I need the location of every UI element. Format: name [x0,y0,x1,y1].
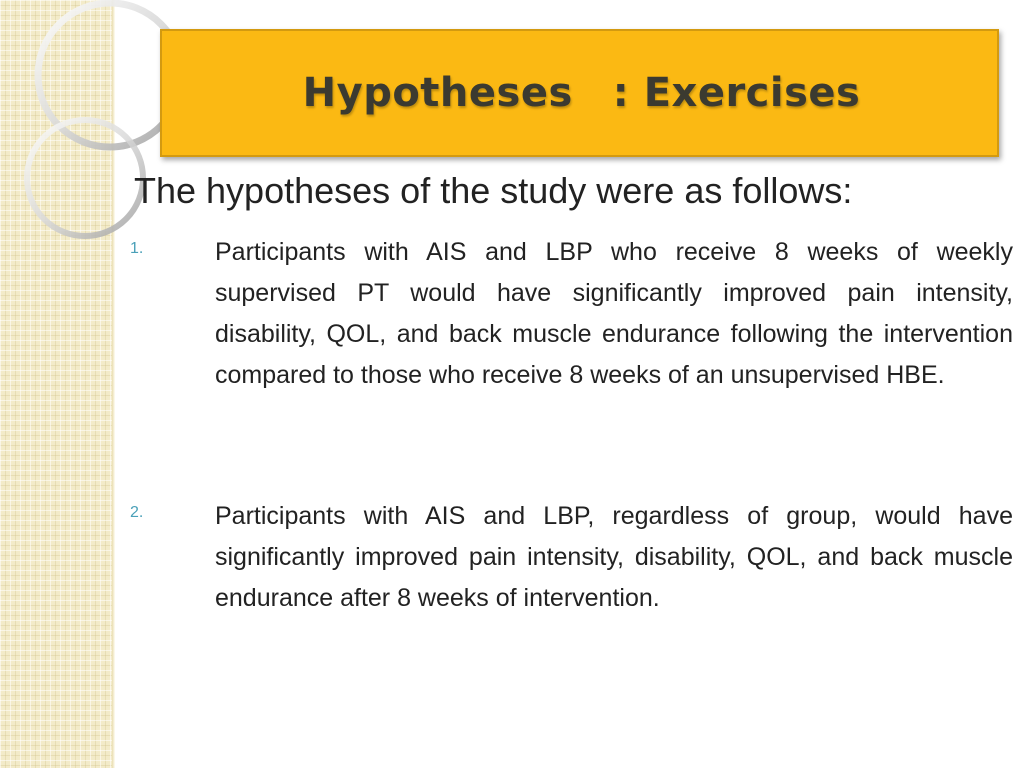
title-part-2: : Exercises [612,70,861,116]
ring-small [27,120,143,236]
list-item-text: Participants with AIS and LBP who receive 8 weeks of weekly supervised PT would have significantly improved pain intensity, disability, QOL, and back muscle endurance following the intervention compared to those who receive 8 weeks of an unsupervised HBE. [215,238,1013,389]
title-banner [160,29,999,157]
list-item-text: Participants with AIS and LBP, regardless of group, would have significantly improved pain intensity, disability, QOL, and back muscle endurance after 8 weeks of intervention. [215,502,1013,612]
list-item-number: 1. [130,240,144,257]
decorative-rings [0,0,170,260]
list-item [130,496,1014,619]
title-part-1: Hypotheses [302,70,573,116]
intro-text: The hypotheses of the study were as follows: [134,170,853,211]
list-item [130,232,1014,396]
list-item-number: 2. [130,504,144,521]
slide-title [303,70,865,116]
